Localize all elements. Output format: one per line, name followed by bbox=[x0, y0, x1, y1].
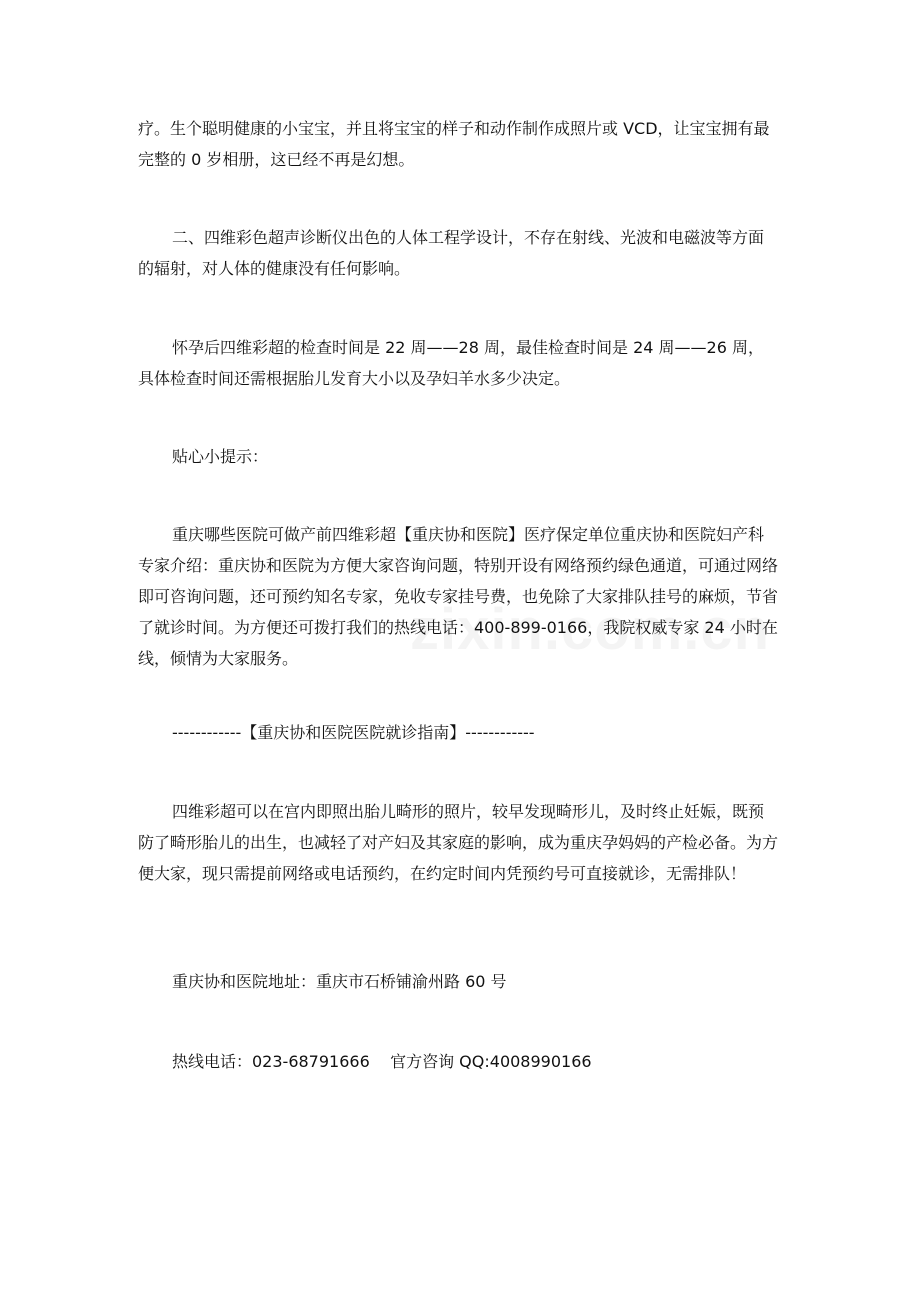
paragraph-guide-divider: ------------【重庆协和医院医院就诊指南】------------ bbox=[172, 723, 535, 742]
paragraph-tips-heading: 贴心小提示： bbox=[172, 447, 269, 466]
paragraph-safety: 二、四维彩色超声诊断仪出色的人体工程学设计，不存在射线、光波和电磁波等方面的辐射，对人体的健康没有任何影响。 bbox=[138, 228, 765, 278]
paragraph-hospital-address: 重庆协和医院地址：重庆市石桥铺渝州路 60 号 bbox=[172, 972, 507, 991]
paragraph-intro-continuation: 疗。生个聪明健康的小宝宝，并且将宝宝的样子和动作制作成照片或 VCD，让宝宝拥有最完整的 0 岁相册，这已经不再是幻想。 bbox=[138, 119, 770, 169]
paragraph-4d-ultrasound-benefits: 四维彩超可以在宫内即照出胎儿畸形的照片，较早发现畸形儿，及时终止妊娠，既预防了畸形胎儿的出生，也减轻了对产妇及其家庭的影响，成为重庆孕妈妈的产检必备。为方便大家，现只需提前网络或电话预约，在约定时间内凭预约号可直接就诊，无需排队！ bbox=[138, 802, 779, 883]
paragraph-hospital-intro: 重庆哪些医院可做产前四维彩超【重庆协和医院】医疗保定单位重庆协和医院妇产科专家介绍：重庆协和医院为方便大家咨询问题，特别开设有网络预约绿色通道，可通过网络即可咨询问题，还可预约知名专家，免收专家挂号费，也免除了大家排队挂号的麻烦，节省了就诊时间。为方便还可拨打我们的热线电话：400-899-0166，我院权威专家 24 小时在线，倾情为大家服务。 bbox=[138, 525, 779, 668]
paragraph-hotline: 热线电话：023-68791666 官方咨询 QQ:4008990166 bbox=[172, 1052, 592, 1071]
paragraph-exam-timing: 怀孕后四维彩超的检查时间是 22 周——28 周，最佳检查时间是 24 周——26 周，具体检查时间还需根据胎儿发育大小以及孕妇羊水多少决定。 bbox=[138, 338, 764, 388]
